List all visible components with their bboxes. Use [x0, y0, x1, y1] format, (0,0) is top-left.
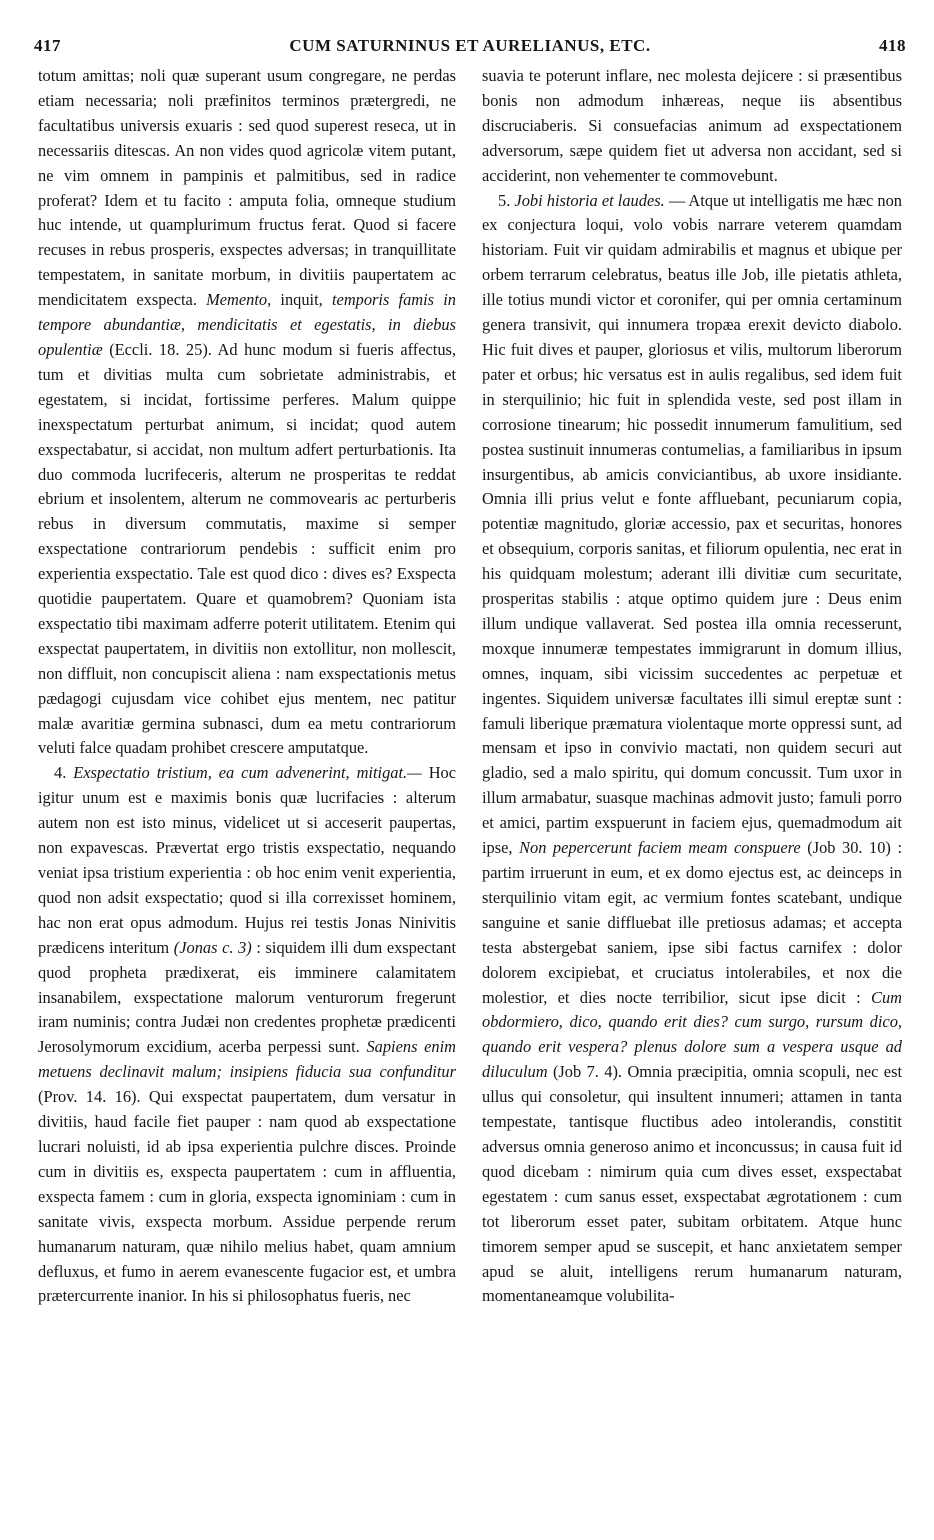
section-title: Jobi historia et laudes. [514, 190, 665, 210]
left-paragraph-2 [38, 761, 456, 1309]
body-text: Ad hunc modum si fueris affectus, tum et divitias multa cum sobrietate administrabis, et egestatem, si incidat, fortissime perferes. Malum quippe inexspectatum perturbat animum, si incidat; quod autem exspectabatur, si accidat, non multum adfert perturbationis. Ita duo commoda lucrifeceris, alterum ne prosperitas te reddat ebrium et insolentem, alterum ne commovearis ac perturberis rebus in diversum commutatis, maxime si semper exspectatione contrariorum pendebis : sufficit enim pro experientia exspectatio. Tale est quod dico : dives es? Exspecta quotidie paupertatem. Quare et quamobrem? Quoniam ista exspectatio tibi maximam adferre poterit utilitatem. Etenim qui exspectat paupertatem, in divitiis non extollitur, non mollescit, non diffluit, non concupiscit aliena : nam exspectationis metus pædagogi cujusdam vice cohibet ejus mentem, nec patitur malæ avaritiæ germina subnasci, dum ea metu contrariorum veluti falce quadam prohibet crescere amputatque. [38, 339, 457, 758]
body-text: Omnia præcipitia, omnia scopuli, nec est ullus qui consoletur, qui insultent innumeri; attamen in tanta tempestate, tantisque fluctibus adeo intolerandis, constitit adversus omnia generoso animo et inconcussus; in causa fuit id quod dicebam : nimirum quia cum dives esset, exspectabat egestatem : cum sanus esset, exspectabat ægrotationem : cum tot liberorum esset pater, subitam orbitatem. Atque hunc timorem semper apud se suscepit, et hanc anxietatem semper apud se aluit, intelligens rerum humanarum naturam, momentaneamque volubilita- [482, 1062, 903, 1306]
body-text: suavia te poterunt inflare, nec molesta dejicere : si præsentibus bonis non admodum inhæreas, neque iis absentibus discruciaberis. Si consuefacias animum ad exspectationem adversorum, sæpe quidem fiet ut adversa non accidant, sed si acciderint, non vehementer te commovebunt. [482, 66, 902, 185]
body-text: Qui exspectat paupertatem, dum versatur in divitiis, haud facile fiet pauper : nam quod ab exspectatione lucrari noluisti, id ab ipsa experientia pulchre disces. Proinde cum in divitiis es, exspecta paupertatem : cum in affluentia, exspecta famem : cum in gloria, exspecta ignominiam : cum in sanitate vivis, exspecta morbum. Assidue perpende rerum humanarum naturam, quæ nihilo melius habet, quam amnium defluxus, et fumo in aerem evanescente fugacior est, et umbra prætercurrente inanior. In his si philosophatus fueris, nec [38, 1087, 456, 1306]
body-text: totum amittas; noli quæ superant usum congregare, ne perdas etiam necessaria; noli præfinitos terminos prætergredi, ne facultatibus universis exuaris : sed quod superest reseca, ut in necessariis ditescas. An non vides quod agricolæ vitem putant, ne vim omnem in pampinis et palmitibus, sed in radice proferat? Idem et tu facito : amputa folia, omneque studium huc intende, ut quamplurimum fructus ferat. Quod si facere recuses in rebus prosperis, exspectes adversas; in tranquillitate tempestatem, in sanitate morbum, in divitiis paupertatem ac mendicitatem exspecta. [38, 66, 456, 310]
scripture-quote: Sapiens enim metuens declinavit malum; insipiens fiducia sua confunditur [38, 1037, 456, 1082]
scripture-quote: Non pepercerunt faciem meam conspuere [519, 838, 801, 858]
scripture-quote: temporis famis in tempore abundantiæ, mendicitatis et egestatis, in diebus opulentiæ [38, 290, 456, 359]
left-paragraph-1 [38, 64, 456, 761]
left-column [38, 64, 456, 1309]
right-paragraph-1 [482, 64, 902, 189]
scripture-quote: Cum obdormiero, dico, quando erit dies? cum surgo, rursum dico, quando erit vespera? plenus dolore sum a vespera usque ad diluculum [482, 987, 902, 1082]
scripture-reference: (Jonas c. 3) [173, 937, 252, 957]
scripture-reference: (Job 7. 4). [552, 1062, 623, 1082]
body-text: : siquidem illi dum exspectant quod propheta prædixerat, eis imminere calamitatem insanabilem, exspectatione malorum venturorum fregerunt iram numinis; contra Judæi non credentes prophetæ prædicenti Jerosolymorum excidium, acerba perpessi sunt. [38, 937, 456, 1057]
quote-intro: Memento, [206, 290, 272, 310]
running-title: CUM SATURNINUS ET AURELIANUS, ETC. [289, 36, 651, 55]
page-number-left: 417 [34, 36, 61, 55]
scripture-reference: (Eccli. 18. 25). [109, 339, 212, 359]
body-text: : partim irruerunt in eum, et ex domo ejectus est, ac deinceps in sterquilinio vitam egit, ac vermium fontes scatebant, undique sanguine et sanie diffluebat ille pretiosus adamas; et accepta testa abstergebat saniem, ipse sibi factus carnifex : dolor dolorem excipiebat, et cruciatus intolerabiles, et nox die molestior, et dies nocte terribilior, sicut ipse dicit : [482, 838, 902, 1007]
section-number: 4. [54, 763, 67, 783]
body-text: inquit, [280, 290, 323, 310]
right-paragraph-2 [482, 189, 902, 1310]
running-header [34, 36, 906, 60]
section-number: 5. [498, 190, 511, 210]
scripture-reference: (Job 30. 10) [807, 838, 891, 858]
body-text: — Atque ut intelligatis me hæc non ex conjectura loqui, volo vobis narrare veterem quamdam historiam. Fuit vir quidam admirabilis et magnus et ubique per orbem terrarum celebratus, beatus ille Job, ille pietatis athleta, ille totius mundi victor et coronifer, qui per omnia certaminum genera transivit, qui innumera tropæa erexit devicto diabolo. Hic fuit dives et pauper, gloriosus et vilis, multorum liberorum pater et orbus; hic versatus est in aulis regalibus, sed idem fuit in sterquilinio; hic fuit in splendida veste, sed post illam in corrosione tinearum; hic possedit innumerum famulitium, sed postea sustinuit innumeras contumelias, a familiaribus in ipsum insurgentibus, ab amicis conviciantibus, ab uxore insidiante. Omnia illi prius velut e fonte affluebant, pecuniarum copia, potentiæ magnitudo, gloriæ accessio, pax et securitas, honores et obsequium, corporis sanitas, et filiorum opulentia, nec erat in his quidquam molestum; aderant illi divitiæ cum securitate, prosperitas stabilis : atque optimo quidem jure : Deus enim illum undique vallaverat. Sed postea illa omnia recesserunt, moxque innumeræ tempestates immigrarunt in domum illius, omnes, inquam, sibi vicissim succedentes ac perpetuæ et ingentes. Siquidem universæ facultates illi simul ereptæ sunt : famuli liberique præmatura violentaque morte oppressi sunt, ad mensam et ipso in convivio mactati, non quidem securi aut gladio, sed a malo spiritu, qui domum concussit. Tum uxor in illum armabatur, suasque machinas admovit justo; famuli porro et amici, partim exspuerunt in faciem ejus, quemadmodum ait ipse, [482, 190, 902, 858]
scripture-reference: (Prov. 14. 16). [38, 1087, 141, 1107]
right-column [482, 64, 902, 1309]
page-number-right: 418 [879, 36, 906, 55]
section-title: Exspectatio tristium, ea cum advenerint, mitigat.— [73, 763, 422, 783]
body-text: Hoc igitur unum est e maximis bonis quæ lucrifacies : alterum autem non est isto minus, videlicet ut si acceserit paupertas, non expavescas. Prævertat ergo tristis exspectatio, nequando veniat ipsa tristium experientia : ob hoc enim venit experientia, quod non adsit exspectatio; quod si illa correxisset hominem, hac non erat opus admodum. Hujus rei testis Jonas Ninivitis prædicens interitum [38, 763, 456, 957]
